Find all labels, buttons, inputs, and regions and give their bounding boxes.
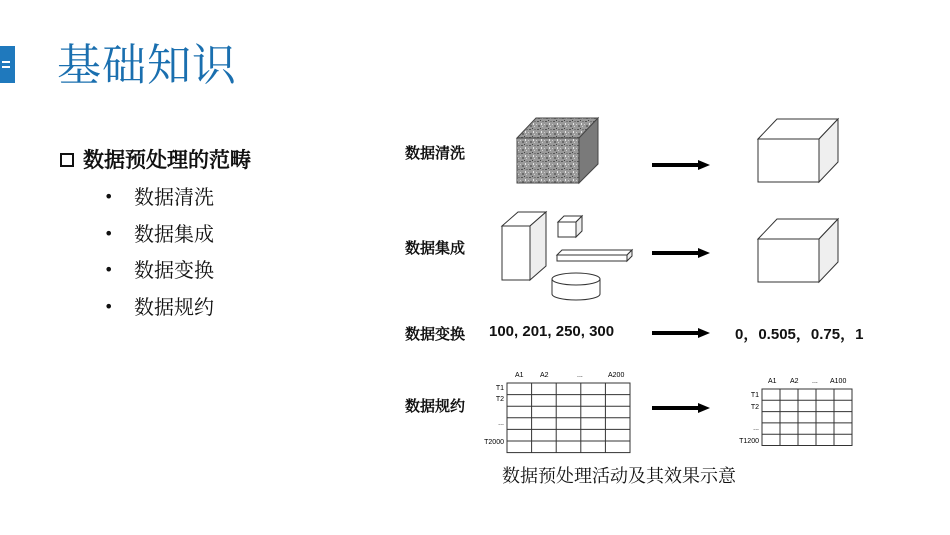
bullet-label: 数据规约 (134, 294, 214, 319)
transform-before-values: 100, 201, 250, 300 (489, 323, 615, 340)
bullet-label: 数据集成 (134, 221, 214, 246)
table-after-col-header: A2 (790, 378, 799, 385)
row-label-transform: 数据变换 (405, 325, 466, 343)
table-before-col-header: A200 (608, 372, 625, 379)
cylinder-icon (552, 273, 600, 300)
table-before-row-header: T2000 (484, 439, 504, 446)
transform-after-values: 0，0.505，0.75，1 (735, 326, 864, 343)
table-before-row-header: ... (498, 420, 504, 427)
arrow-icon (652, 248, 710, 258)
clean-cube-icon (758, 119, 838, 182)
bullet-dot-icon: • (104, 296, 114, 316)
bullet-label: 数据变换 (134, 258, 214, 282)
table-after-col-header: A1 (768, 378, 777, 385)
diagram-caption: 数据预处理活动及其效果示意 (502, 466, 736, 487)
bullet-label: 数据清洗 (134, 185, 214, 209)
page-title: 基础知识 (57, 40, 237, 91)
bullet-dot-icon: • (104, 223, 114, 243)
arrow-icon (652, 403, 710, 413)
granite-cube-icon (517, 118, 598, 183)
row-label-integration: 数据集成 (405, 239, 466, 257)
table-before-col-header: A2 (540, 372, 549, 379)
table-before-row-header: T2 (495, 396, 504, 403)
table-before-row-header: T1 (495, 385, 504, 392)
integrated-cube-icon (758, 219, 838, 282)
table-before-col-header: ... (577, 372, 583, 379)
bullet-dot-icon: • (104, 260, 114, 279)
flat-slab-icon (557, 250, 632, 261)
small-cube-icon (558, 216, 582, 237)
table-after-col-header: ... (812, 378, 818, 385)
arrow-icon (652, 160, 710, 170)
table-after-row-header: ... (753, 425, 759, 432)
table-after-grid (739, 378, 852, 446)
section-heading-text: 数据预处理的范畴 (83, 148, 251, 172)
table-after-col-header: A100 (830, 378, 847, 385)
table-after-row-header: T2 (750, 404, 759, 411)
table-after-row-header: T1200 (739, 438, 759, 445)
bullet-dot-icon: • (104, 187, 114, 206)
table-before-grid (484, 372, 630, 453)
table-after-border (762, 389, 852, 446)
table-after-row-header: T1 (750, 392, 759, 399)
arrow-icon (652, 328, 710, 338)
tall-box-icon (502, 212, 546, 280)
row-label-cleaning: 数据清洗 (405, 144, 466, 162)
row-label-reduction: 数据规约 (405, 397, 466, 415)
table-before-col-header: A1 (515, 372, 524, 379)
